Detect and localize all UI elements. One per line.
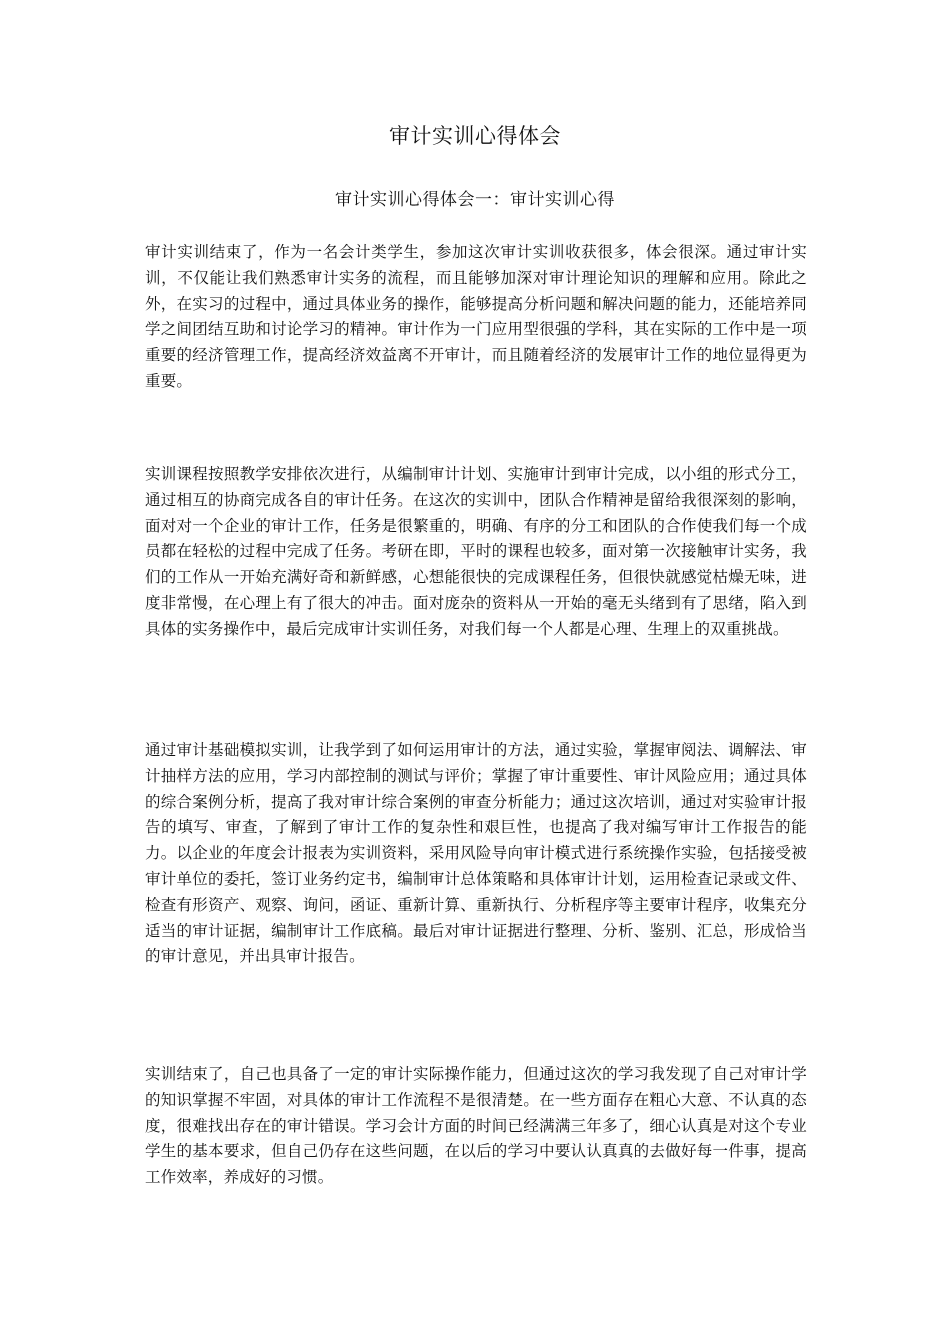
paragraph-3: 通过审计基础模拟实训，让我学到了如何运用审计的方法，通过实验，掌握审阅法、调解法、审计抽样方法的应用，学习内部控制的测试与评价；掌握了审计重要性、审计风险应用；通过具体的综合案例分析，提高了我对审计综合案例的审查分析能力；通过这次培训，通过对实验审计报告的填写、审查，了解到了审计工作的复杂性和艰巨性，也提高了我对编写审计工作报告的能力。以企业的年度会计报表为实训资料，采用风险导向审计模式进行系统操作实验，包括接受被审计单位的委托，签订业务约定书，编制审计总体策略和具体审计计划，运用检查记录或文件、检查有形资产、观察、询问，函证、重新计算、重新执行、分析程序等主要审计程序，收集充分适当的审计证据，编制审计工作底稿。最后对审计证据进行整理、分析、鉴别、汇总，形成恰当的审计意见，并出具审计报告。 — [145, 741, 807, 966]
paragraph-4: 实训结束了，自己也具备了一定的审计实际操作能力，但通过这次的学习我发现了自己对审计学的知识掌握不牢固，对具体的审计工作流程不是很清楚。在一些方面存在粗心大意、不认真的态度，很难找出存在的审计错误。学习会计方面的时间已经满满三年多了，细心认真是对这个专业学生的基本要求，但自己仍存在这些问题，在以后的学习中要认认真真的去做好每一件事，提高工作效率，养成好的习惯。 — [145, 1065, 807, 1187]
paragraph-1: 审计实训结束了，作为一名会计类学生，参加这次审计实训收获很多，体会很深。通过审计实训，不仅能让我们熟悉审计实务的流程，而且能够加深对审计理论知识的理解和应用。除此之外，在实习的过程中，通过具体业务的操作，能够提高分析问题和解决问题的能力，还能培养同学之间团结互助和讨论学习的精神。审计作为一门应用型很强的学科，其在实际的工作中是一项重要的经济管理工作，提高经济效益离不开审计，而且随着经济的发展审计工作的地位显得更为重要。 — [145, 243, 807, 390]
document-title: 审计实训心得体会 — [389, 124, 561, 148]
document-subtitle: 审计实训心得体会一：审计实训心得 — [335, 190, 615, 210]
paragraph-2: 实训课程按照教学安排依次进行，从编制审计计划、实施审计到审计完成，以小组的形式分工，通过相互的协商完成各自的审计任务。在这次的实训中，团队合作精神是留给我很深刻的影响，面对对一个企业的审计工作，任务是很繁重的，明确、有序的分工和团队的合作使我们每一个成员都在轻松的过程中完成了任务。考研在即，平时的课程也较多，面对第一次接触审计实务，我们的工作从一开始充满好奇和新鲜感，心想能很快的完成课程任务，但很快就感觉枯燥无味，进度非常慢，在心理上有了很大的冲击。面对庞杂的资料从一开始的毫无头绪到有了思绪，陷入到具体的实务操作中，最后完成审计实训任务，对我们每一个人都是心理、生理上的双重挑战。 — [145, 465, 807, 638]
